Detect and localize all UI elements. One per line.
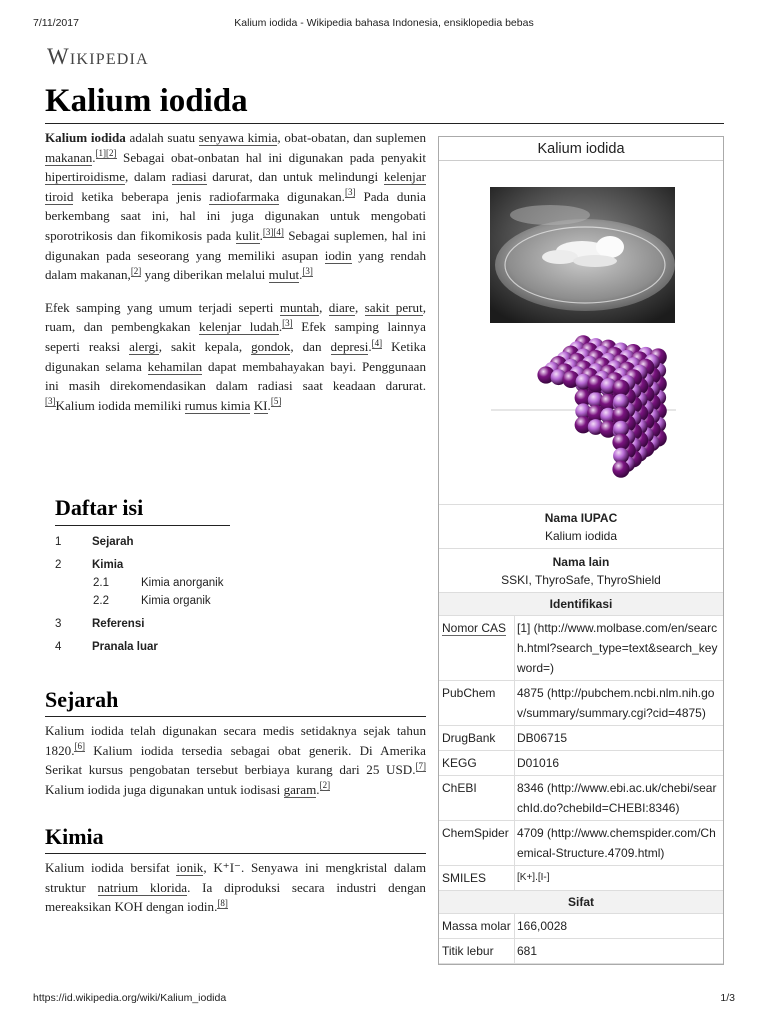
link-kelenjar-ludah[interactable]: kelenjar ludah: [199, 319, 279, 335]
ref-8[interactable]: [8]: [217, 897, 228, 908]
toc-title: Daftar isi: [55, 495, 230, 526]
ref-3[interactable]: [3]: [302, 265, 313, 276]
toc-item-referensi[interactable]: 3 Referensi: [55, 618, 145, 630]
infobox-row-chebi: [439, 776, 723, 821]
iupac-name-value: Kalium iodida: [439, 527, 723, 549]
link-muntah[interactable]: muntah: [279, 299, 320, 315]
ref-4[interactable]: [4]: [371, 337, 383, 348]
other-names-value: SSKI, ThyroSafe, ThyroShield: [439, 571, 723, 593]
toc-item-pranala-luar[interactable]: 4 Pranala luar: [55, 641, 158, 653]
ref-1[interactable]: [1]: [95, 148, 107, 159]
toc-item-kimia-organik[interactable]: 2.2 Kimia organik: [93, 595, 211, 607]
link-kelenjar-tiroid[interactable]: kelenjar tiroid: [45, 169, 426, 204]
link-garam[interactable]: garam: [283, 781, 317, 797]
section-heading-kimia: Kimia: [45, 824, 426, 854]
chebi-label[interactable]: ChEBI: [439, 776, 515, 820]
title-divider: [45, 123, 724, 124]
infobox-row-massa-molar: [439, 914, 723, 939]
link-diare[interactable]: diare: [328, 299, 355, 315]
infobox-row-chemspider: [439, 821, 723, 866]
print-date: 7/11/2017: [33, 17, 79, 29]
infobox-images: [439, 161, 723, 505]
drugbank-label[interactable]: DrugBank: [439, 726, 515, 750]
link-makanan[interactable]: makanan: [45, 149, 93, 165]
ref-3[interactable]: [3]: [344, 187, 356, 198]
infobox-row-pubchem: [439, 681, 723, 726]
intro-paragraph-2: Efek samping yang umum terjadi seperti muntah, diare, sakit perut, ruam, dan pembengkakan kelenjar ludah.[3] Efek samping lainnya seperti reaksi alergi, sakit kepala, gondok, dan depresi.[4] Ketika digunakan selama kehamilan dapat membahayakan bayi. Penggunaan ini masih direkomendasikan dalam radiasi saat keadaan darurat.[3]Kalium iodida memiliki rumus kimia KI.[5]: [45, 299, 426, 413]
link-kehamilan[interactable]: kehamilan: [147, 358, 203, 374]
wikipedia-logo[interactable]: Wikipedia: [47, 44, 149, 69]
page-title: Kalium iodida: [45, 83, 248, 119]
link-ionik[interactable]: ionik: [176, 860, 204, 875]
pubchem-value[interactable]: 4875 (http://pubchem.ncbi.nlm.nih.gov/summary/summary.cgi?cid=4875): [517, 686, 715, 720]
article-intro: [45, 128, 426, 428]
cas-number-link[interactable]: Nomor CAS: [442, 621, 507, 635]
ref-2[interactable]: [2]: [319, 780, 331, 791]
infobox-row-kegg: [439, 751, 723, 776]
ref-2[interactable]: [2]: [130, 265, 142, 276]
infobox-row-drugbank: [439, 726, 723, 751]
table-of-contents: [55, 495, 230, 656]
infobox-row-titik-lebur: [439, 939, 723, 964]
pubchem-label[interactable]: PubChem: [439, 681, 515, 725]
titik-lebur-label[interactable]: Titik lebur: [439, 939, 515, 963]
toc-item-kimia-anorganik[interactable]: 2.1 Kimia anorganik: [93, 577, 224, 589]
link-sakit-perut[interactable]: sakit perut: [364, 299, 423, 315]
crystal-lattice-model[interactable]: [491, 335, 676, 495]
section-heading-sejarah: Sejarah: [45, 687, 426, 717]
print-page-title: Kalium iodida - Wikipedia bahasa Indonesia, ensiklopedia bebas: [234, 17, 534, 29]
cas-number-value[interactable]: [1] (http://www.molbase.com/en/search.html?search_type=text&search_keyword=): [517, 621, 718, 675]
link-senyawa-kimia[interactable]: senyawa kimia: [198, 130, 278, 145]
ref-4[interactable]: [4]: [273, 226, 284, 237]
sejarah-paragraph: Kalium iodida telah digunakan secara medis setidaknya sejak tahun 1820.[6] Kalium iodida tersedia sebagai obat generik. Di Amerika Serikat kursus pengobatan tersebut berbiaya kurang dari 25 USD.[7] Kalium iodida juga digunakan untuk iodisasi garam.[2]: [45, 723, 426, 797]
toc-item-sejarah[interactable]: 1 Sejarah: [55, 536, 134, 548]
print-page-number: 1/3: [720, 992, 735, 1004]
identifikasi-header: Identifikasi: [439, 593, 723, 616]
other-names-label: Nama lain: [552, 555, 610, 569]
ref-6[interactable]: [6]: [74, 741, 85, 752]
infobox-row-smiles: [439, 866, 723, 891]
ref-5[interactable]: [5]: [270, 396, 282, 407]
link-radiasi[interactable]: radiasi: [171, 169, 207, 185]
massa-molar-label[interactable]: Massa molar: [439, 914, 515, 938]
smiles-label[interactable]: SMILES: [439, 866, 515, 890]
toc-item-kimia[interactable]: 2 Kimia: [55, 559, 124, 571]
link-depresi[interactable]: depresi: [330, 338, 369, 354]
print-url: https://id.wikipedia.org/wiki/Kalium_iodida: [33, 992, 227, 1004]
infobox-row-cas: [439, 616, 723, 681]
chemspider-value[interactable]: 4709 (http://www.chemspider.com/Chemical-Structure.4709.html): [517, 826, 716, 860]
link-mulut[interactable]: mulut: [268, 267, 300, 283]
print-footer: [33, 992, 735, 1006]
massa-molar-value: 166,0028: [517, 919, 568, 933]
infobox-title: Kalium iodida: [439, 137, 723, 161]
link-hipertiroidisme[interactable]: hipertiroidisme: [45, 169, 126, 185]
ref-3[interactable]: [3]: [282, 317, 293, 328]
lattice-ion: [612, 461, 629, 478]
kegg-label[interactable]: KEGG: [439, 751, 515, 775]
ref-7[interactable]: [7]: [415, 760, 426, 771]
link-gondok[interactable]: gondok: [251, 338, 291, 354]
intro-paragraph-1: Kalium iodida adalah suatu senyawa kimia, obat-obatan, dan suplemen makanan.[1][2] Sebagai obat-onbatan hal ini digunakan pada penyakit hipertiroidisme, dalam radiasi darurat, dan untuk melindungi kelenjar tiroid ketika beberapa jenis radiofarmaka digunakan.[3] Pada dunia berkembang saat ini, hal ini juga digunakan untuk mengobati sporotrikosis dan fikomikosis pada kulit.[3][4] Sebagai suplemen, hal ini digunakan pada seseorang yang memiliki asupan iodin yang rendah dalam makanan,[2] yang diberikan melalui mulut.[3]: [45, 130, 427, 283]
kegg-value[interactable]: D01016: [517, 756, 560, 770]
iupac-name-label: Nama IUPAC: [544, 511, 618, 525]
ref-2[interactable]: [2]: [106, 148, 117, 159]
link-ki[interactable]: KI: [253, 397, 268, 413]
sifat-header: Sifat: [439, 891, 723, 914]
link-natrium-klorida[interactable]: natrium klorida: [97, 879, 188, 895]
section-sejarah: [45, 687, 426, 799]
titik-lebur-value: 681: [517, 944, 538, 958]
ref-3[interactable]: [3]: [45, 396, 56, 407]
smiles-value: [K+].[I-]: [517, 872, 550, 883]
link-radiofarmaka[interactable]: radiofarmaka: [209, 188, 280, 204]
infobox: [438, 136, 724, 965]
drugbank-value[interactable]: DB06715: [517, 731, 568, 745]
section-kimia: [45, 824, 426, 917]
chemspider-label[interactable]: ChemSpider: [439, 821, 515, 865]
print-header: [33, 17, 735, 31]
kimia-paragraph: Kalium iodida bersifat ionik, K⁺I⁻. Senyawa ini mengkristal dalam struktur natrium klorida. Ia diproduksi secara industri dengan mereaksikan KOH dengan iodin.[8]: [45, 860, 427, 915]
link-iodin[interactable]: iodin: [324, 247, 352, 263]
article-subject: Kalium iodida: [45, 130, 126, 145]
ref-3[interactable]: [3]: [262, 226, 274, 237]
link-alergi[interactable]: alergi: [129, 338, 159, 354]
kalium-iodida-sample-photo[interactable]: [490, 187, 675, 323]
chebi-value[interactable]: 8346 (http://www.ebi.ac.uk/chebi/searchId.do?chebiId=CHEBI:8346): [517, 781, 717, 815]
link-rumus-kimia[interactable]: rumus kimia: [184, 397, 251, 413]
link-kulit[interactable]: kulit: [235, 227, 260, 243]
